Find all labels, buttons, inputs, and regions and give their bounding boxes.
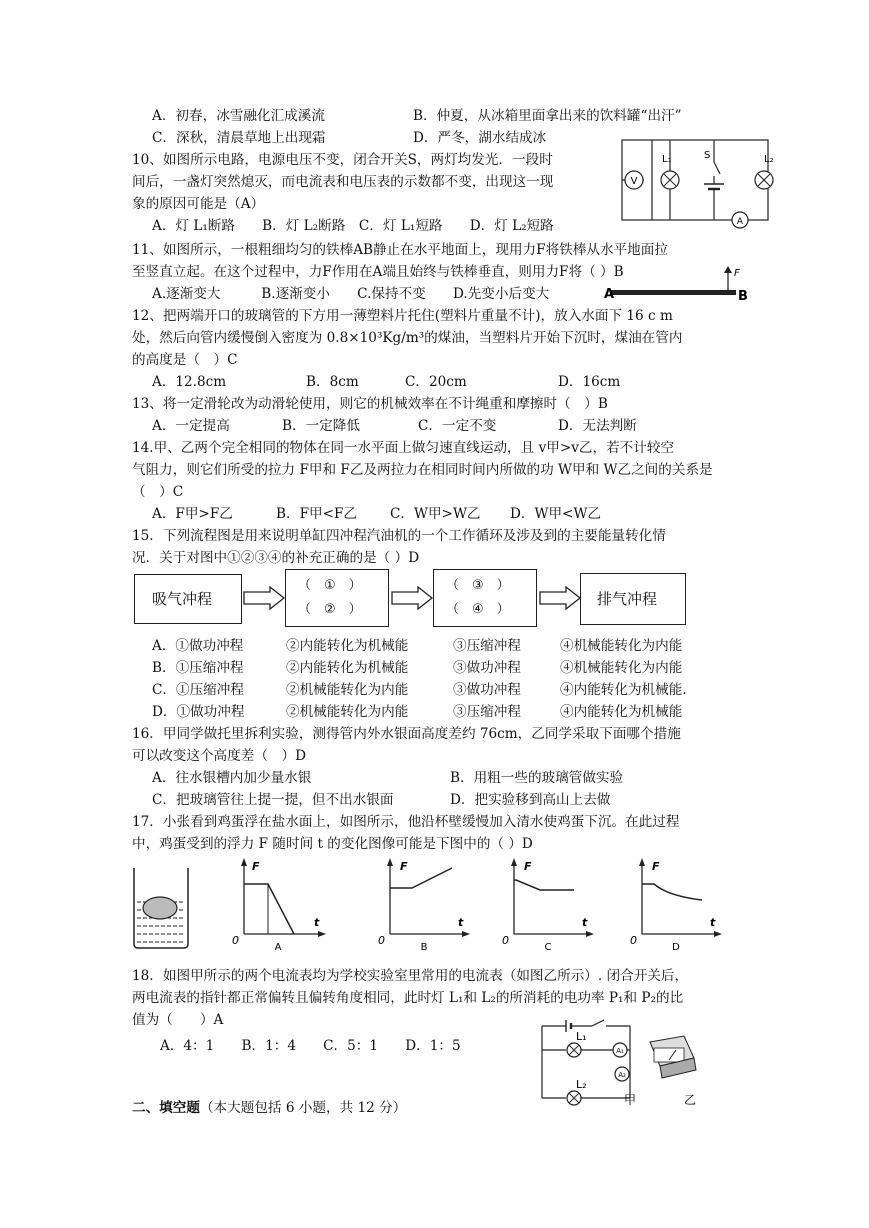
q18-options: A．4：1 B．1：4 C．5：1 D．1：5 [160, 1038, 461, 1054]
graph-a-origin: 0 [232, 934, 239, 947]
q14-option-d: D．W甲<W乙 [510, 506, 602, 522]
q15-row-a-2: ②内能转化为机械能 [286, 638, 409, 654]
q15-row-d-1: D．①做功冲程 [152, 704, 245, 720]
flow-box-2-top: （ ① ） [298, 578, 362, 593]
graph-b-origin: 0 [378, 934, 385, 947]
q12-option-b: B．8cm [306, 374, 359, 390]
q11-options: A.逐渐变大 B.逐渐变小 C.保持不变 D.先变小后变大 [152, 286, 550, 302]
section-2-heading [132, 1098, 406, 1118]
q16-line2: 可以改变这个高度差（ ）D [132, 748, 307, 764]
graph-a-f-label: F [252, 860, 260, 873]
flow-arrow-1 [242, 586, 286, 610]
q14-option-b: B．F甲<F乙 [276, 506, 358, 522]
q18-line2: 两电流表的指针都正常偏转且偏转角度相同，此时灯 L₁和 L₂的所消耗的电功率 P₁和 P₂的比 [132, 990, 684, 1006]
q12-option-d: D．16cm [558, 374, 621, 390]
q12-line1: 12、把两端开口的玻璃管的下方用一薄塑料片托住(塑料片重量不计)，放入水面下 16 c m [132, 308, 673, 324]
q18-a2-label: A₂ [618, 1071, 626, 1079]
q12-line2: 处，然后向管内缓慢倒入密度为 0.8×10³Kg/m³的煤油，当塑料片开始下沉时，煤油在管内 [132, 330, 683, 346]
q14-option-a: A．F甲>F乙 [152, 506, 233, 522]
q14-line1: 14.甲、乙两个完全相同的物体在同一水平面上做匀速直线运动，且 v甲>v乙，若不计较空 [132, 440, 675, 456]
q10-options: A．灯 L₁断路 B．灯 L₂断路 C．灯 L₁短路 D．灯 L₂短路 [152, 218, 554, 234]
q10-voltmeter-label: V [630, 176, 638, 187]
q15-row-b-4: ④机械能转化为内能 [560, 660, 683, 676]
graph-c-caption: C [544, 942, 552, 952]
q15-row-d-3: ③压缩冲程 [453, 704, 521, 720]
q16-line1: 16．甲同学做托里拆利实验，测得管内外水银面高度差约 76cm，乙同学采取下面哪个措施 [132, 726, 681, 742]
q15-row-a-3: ③压缩冲程 [453, 638, 521, 654]
q15-row-d-4: ④内能转化为机械能 [560, 704, 683, 720]
q17-graph-a [232, 856, 328, 952]
q13-option-c: C．一定不变 [418, 418, 497, 434]
q10-circuit-diagram [616, 132, 776, 232]
graph-a-t-label: t [314, 916, 320, 929]
q13-option-a: A．一定提高 [152, 418, 230, 434]
q11-rod-diagram [604, 264, 754, 306]
q15-row-b-2: ②内能转化为机械能 [286, 660, 409, 676]
q18-jia-label: 甲 [624, 1093, 637, 1106]
q15-line1: 15．下列流程图是用来说明单缸四冲程汽油机的一个工作循环及涉及到的主要能量转化情 [132, 528, 666, 544]
q11-a-label: A [604, 287, 615, 302]
graph-d-t-label: t [710, 916, 716, 929]
q15-row-d-2: ②机械能转化为内能 [286, 704, 409, 720]
flow-arrow-3 [538, 586, 582, 610]
q13-option-b: B．一定降低 [282, 418, 360, 434]
flow-box-3-bottom: （ ④ ） [446, 602, 510, 617]
q10-switch-label: S [704, 150, 711, 161]
q18-l2-label: L₂ [576, 1078, 587, 1091]
q9-option-c: C．深秋，清晨草地上出现霜 [152, 130, 326, 146]
q18-line1: 18．如图甲所示的两个电流表均为学校实验室里常用的电流表（如图乙所示）. 闭合开关后， [132, 968, 689, 984]
q18-l1-label: L₁ [576, 1030, 587, 1043]
q15-line2: 况．关于对图中①②③④的补充正确的是（ ）D [132, 550, 420, 566]
q15-row-a-1: A．①做功冲程 [152, 638, 244, 654]
q15-row-b-1: B．①压缩冲程 [152, 660, 244, 676]
q10-ammeter-label: A [736, 217, 744, 227]
ammeter-picture [650, 1036, 696, 1078]
q17-graph-d [628, 856, 724, 952]
flow-box-exhaust-label: 排气冲程 [597, 590, 658, 608]
q13-line1: 13、将一定滑轮改为动滑轮使用，则它的机械效率在不计绳重和摩擦时（ ）B [132, 396, 608, 412]
graph-a-caption: A [274, 942, 282, 952]
graph-b-caption: B [420, 942, 428, 952]
q18-yi-label: 乙 [684, 1093, 697, 1106]
flow-box-3-top: （ ③ ） [446, 578, 510, 593]
q15-row-b-3: ③做功冲程 [453, 660, 521, 676]
flow-box-2-bottom: （ ② ） [298, 602, 362, 617]
q13-option-d: D．无法判断 [558, 418, 637, 434]
q17-line1: 17．小张看到鸡蛋浮在盐水面上，如图所示，他沿杯壁缓慢加入清水使鸡蛋下沉。在此过程 [132, 814, 680, 830]
q9-option-b: B．仲夏，从冰箱里面拿出来的饮料罐“出汗” [413, 108, 682, 124]
q11-line1: 11、如图所示，一根粗细均匀的铁棒AB静止在水平地面上，现用力F将铁棒从水平地面拉 [132, 242, 668, 258]
q17-graph-b [376, 856, 472, 952]
graph-b-t-label: t [458, 916, 464, 929]
graph-d-origin: 0 [630, 934, 637, 947]
q9-option-a: A．初春，冰雪融化汇成溪流 [152, 108, 325, 124]
q18-circuit-diagram [534, 1018, 714, 1106]
q10-line1: 10、如图所示电路，电源电压不变，闭合开关S，两灯均发光．一段时 [132, 152, 553, 168]
q11-line2: 至竖直立起。在这个过程中，力F作用在A端且始终与铁棒垂直，则用力F将（ ）B [132, 264, 624, 280]
q10-l2-label: L₂ [764, 154, 774, 165]
q17-graph-c [500, 856, 596, 952]
q15-row-c-3: ③做功冲程 [453, 682, 521, 698]
section-2-title: 二、填空题 [132, 1100, 200, 1116]
q14-line2: 气阻力，则它们所受的拉力 F甲和 F乙及两拉力在相同时间内所做的功 W甲和 W乙之间的关系是 [132, 462, 713, 478]
q15-row-c-1: C．①压缩冲程 [152, 682, 244, 698]
q16-option-d: D．把实验移到高山上去做 [450, 792, 611, 808]
q12-option-c: C．20cm [405, 374, 467, 390]
q15-row-a-4: ④机械能转化为内能 [560, 638, 683, 654]
q11-force-label: F [734, 268, 740, 279]
graph-c-t-label: t [582, 916, 588, 929]
q16-option-a: A．往水银槽内加少量水银 [152, 770, 312, 786]
q10-l1-label: L₁ [662, 154, 672, 165]
graph-d-caption: D [672, 942, 680, 952]
q18-a1-label: A₁ [616, 1047, 624, 1055]
q12-option-a: A．12.8cm [152, 374, 227, 390]
q15-row-c-2: ②机械能转化为内能 [286, 682, 409, 698]
graph-c-f-label: F [524, 860, 532, 873]
flow-arrow-2 [390, 586, 434, 610]
q16-option-b: B．用粗一些的玻璃管做实验 [450, 770, 624, 786]
q11-b-label: B [738, 289, 748, 304]
q12-line3: 的高度是（ ）C [132, 352, 238, 368]
graph-b-f-label: F [400, 860, 408, 873]
q16-option-c: C．把玻璃管往上提一提，但不出水银面 [152, 792, 394, 808]
q14-line3: （ ）C [132, 484, 184, 500]
graph-c-origin: 0 [502, 934, 509, 947]
graph-d-f-label: F [652, 860, 660, 873]
q17-beaker-egg-figure [130, 864, 192, 950]
q17-line2: 中，鸡蛋受到的浮力 F 随时间 t 的变化图像可能是下图中的（ ）D [132, 836, 533, 852]
section-2-note: （本大题包括 6 小题，共 12 分） [199, 1100, 407, 1116]
q15-row-c-4: ④内能转化为机械能. [560, 682, 687, 698]
q14-option-c: C．W甲>W乙 [390, 506, 481, 522]
q10-line2: 间后，一盏灯突然熄灭，而电流表和电压表的示数都不变，出现这一现 [132, 174, 554, 190]
q10-line3: 象的原因可能是（A） [132, 196, 265, 212]
q9-option-d: D．严冬，湖水结成冰 [413, 130, 547, 146]
q18-line3: 值为（ ）A [132, 1012, 224, 1028]
flow-box-intake-label: 吸气冲程 [152, 590, 213, 608]
